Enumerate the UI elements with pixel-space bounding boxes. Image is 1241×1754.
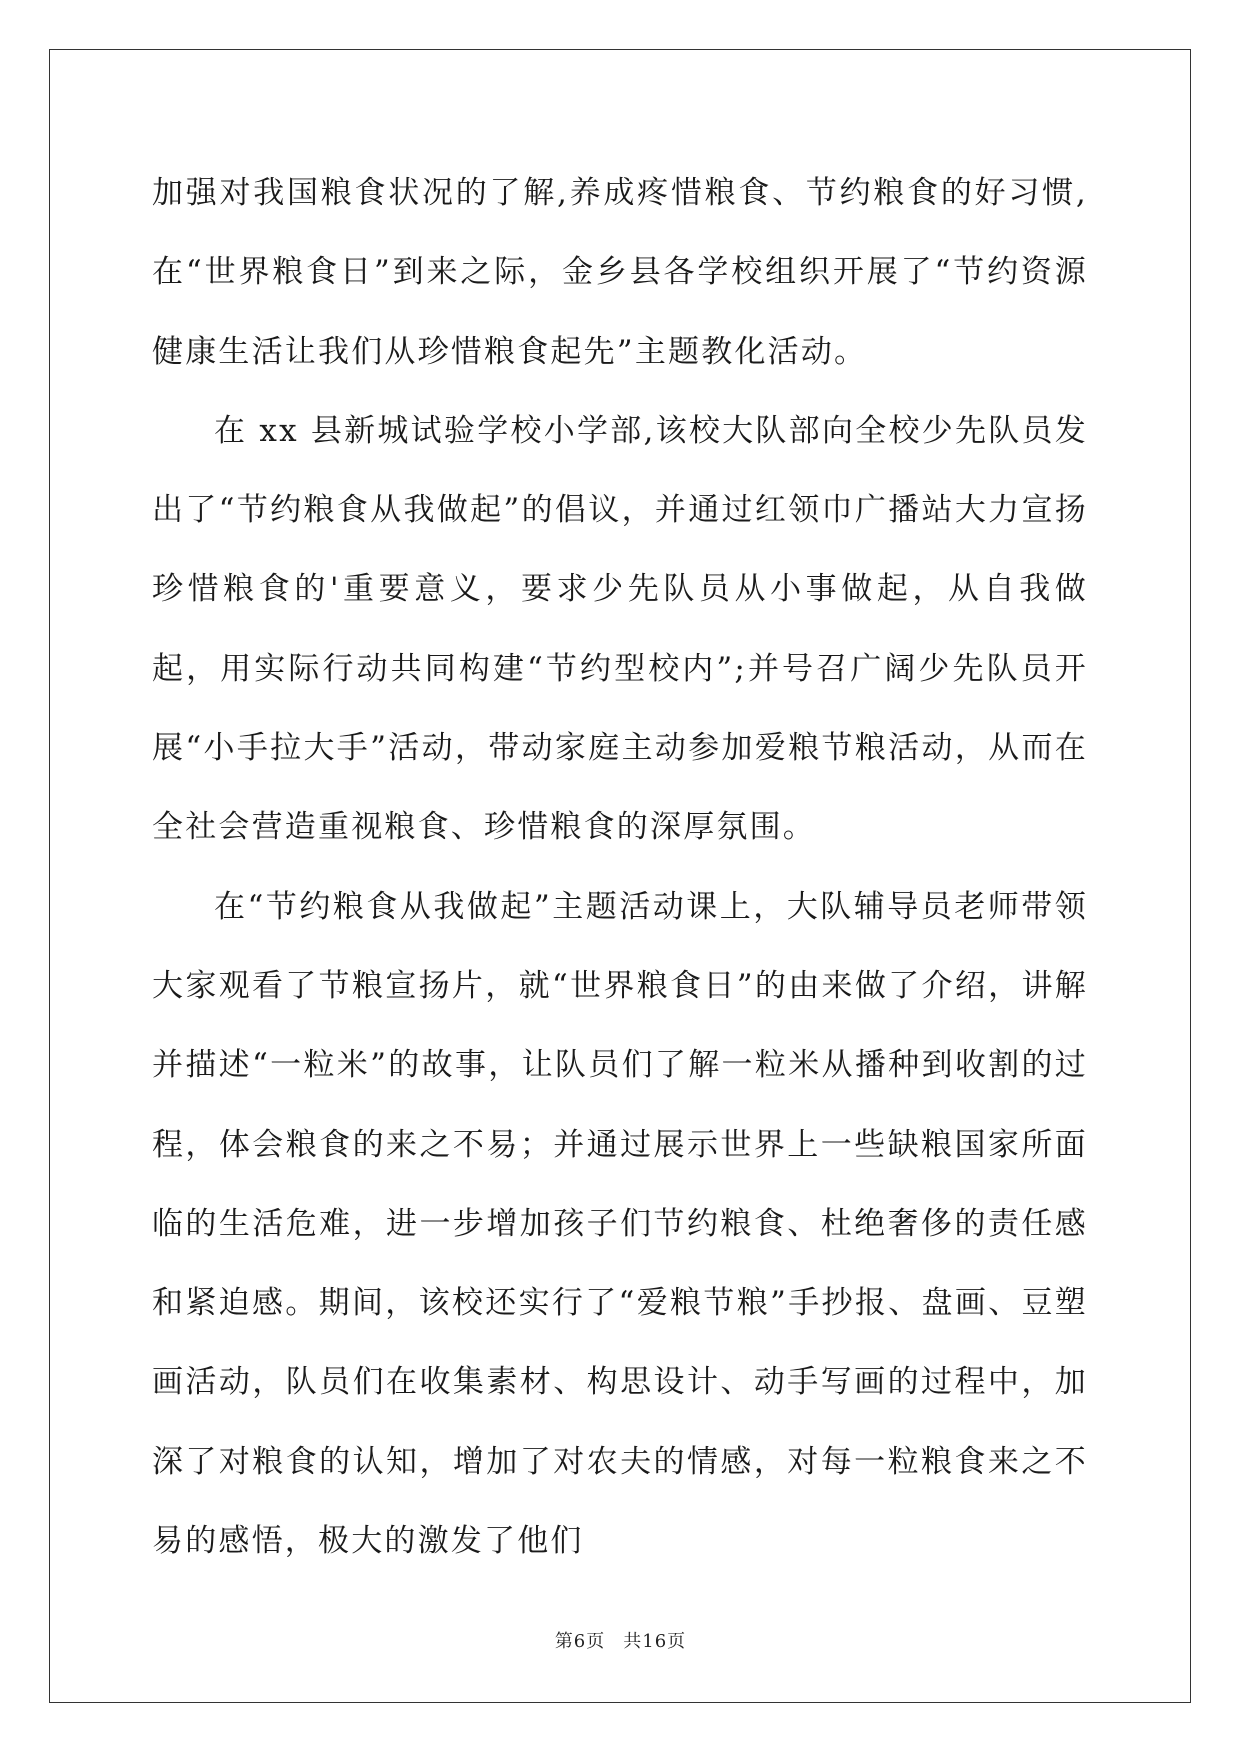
paragraph-xinchneg-school: 在 xx 县新城试验学校小学部,该校大队部向全校少先队员发出了“节约粮食从我做起”的倡议，并通过红领巾广播站大力宣扬珍惜粮食的'重要意义，要求少先队员从小事做起，从自我做起，用实际行动共同构建“节约型校内”;并号召广阔少先队员开展“小手拉大手”活动，带动家庭主动参加爱粮节粮活动，从而在全社会营造重视粮食、珍惜粮食的深厚氛围。 <box>152 412 1088 846</box>
page-footer <box>0 1627 1241 1653</box>
paragraph-intro-continuation: 加强对我国粮食状况的了解,养成疼惜粮食、节约粮食的好习惯,在“世界粮食日”到来之际，金乡县各学校组织开展了“节约资源健康生活让我们从珍惜粮食起先”主题教化活动。 <box>152 175 1088 370</box>
document-body <box>152 154 1088 1581</box>
paragraph-theme-class: 在“节约粮食从我做起”主题活动课上，大队辅导员老师带领大家观看了节粮宣扬片，就“世界粮食日”的由来做了介绍，讲解并描述“一粒米”的故事，让队员们了解一粒米从播种到收割的过程，体会粮食的来之不易；并通过展示世界上一些缺粮国家所面临的生活危难，进一步增加孩子们节约粮食、杜绝奢侈的责任感和紧迫感。期间，该校还实行了“爱粮节粮”手抄报、盘画、豆塑画活动，队员们在收集素材、构思设计、动手写画的过程中，加深了对粮食的认知，增加了对农夫的情感，对每一粒粮食来之不易的感悟，极大的激发了他们 <box>152 888 1088 1560</box>
page-number: 第6页 <box>554 1631 606 1652</box>
page-total: 共16页 <box>623 1631 687 1652</box>
